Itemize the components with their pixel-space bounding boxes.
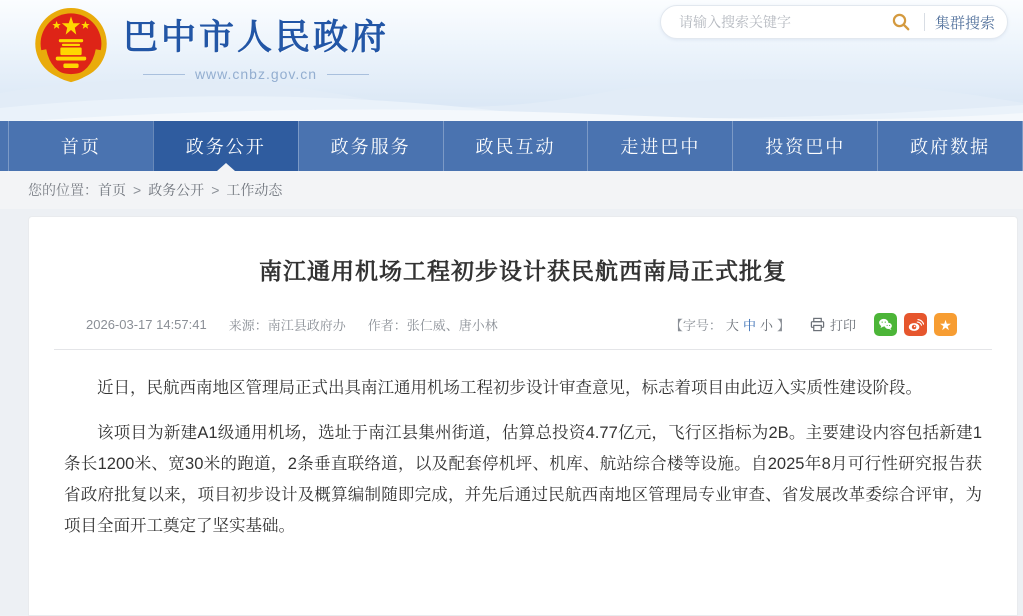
- breadcrumb-separator: >: [211, 182, 220, 198]
- favorite-star-icon[interactable]: ★: [934, 313, 957, 336]
- article-card: [28, 216, 1018, 616]
- font-size-open-bracket: 【字号：: [669, 318, 722, 333]
- font-size-widget: [668, 315, 792, 334]
- nav-item-label: 政务公开: [185, 137, 266, 157]
- article-author: 作者：张仁威、唐小林: [367, 318, 498, 333]
- nav-item-gov-affairs[interactable]: [153, 121, 298, 171]
- page-background: [0, 209, 1023, 553]
- article-body: [29, 350, 1017, 542]
- search-icon[interactable]: [888, 9, 914, 35]
- site-url: www.cnbz.gov.cn: [123, 66, 389, 82]
- font-size-medium-button[interactable]: 中: [742, 318, 756, 333]
- cluster-search-button[interactable]: 集群搜索: [934, 14, 995, 32]
- nav-item-invest-bazhong[interactable]: 投资巴中: [732, 121, 877, 171]
- nav-item-gov-data[interactable]: 政府数据: [877, 121, 1023, 171]
- article-source: 来源：南江县政府办: [228, 318, 346, 333]
- nav-item-about-bazhong[interactable]: 走进巴中: [587, 121, 732, 171]
- nav-item-home[interactable]: 首页: [8, 121, 153, 171]
- print-label: 打印: [829, 318, 856, 333]
- article-meta-row: [29, 313, 1017, 336]
- breadcrumb-link-home[interactable]: 首页: [98, 182, 126, 198]
- font-size-close-bracket: 】: [776, 318, 790, 333]
- article-paragraph: 该项目为新建A1级通用机场，选址于南江县集州街道，估算总投资4.77亿元，飞行区指标为2B。主要建设内容包括新建1条长1200米、宽30米的跑道，2条垂直联络道，以及配套停机坪、机库、航站综合楼等设施。自2025年8月可行性研究报告获省政府批复以来，项目初步设计及概算编制随即完成，并先后通过民航西南地区管理局专业审查、省发展改革委综合评审，为项目全面开工奠定了坚实基础。: [64, 424, 982, 535]
- nav-item-interaction[interactable]: 政民互动: [443, 121, 588, 171]
- print-button[interactable]: [810, 315, 856, 334]
- breadcrumb: [0, 171, 1023, 209]
- breadcrumb-link-gov-affairs[interactable]: 政务公开: [148, 182, 205, 198]
- font-size-large-button[interactable]: 大: [725, 318, 739, 333]
- site-logo-link[interactable]: [33, 4, 389, 88]
- font-size-small-button[interactable]: 小: [759, 318, 773, 333]
- article-paragraph: 近日，民航西南地区管理局正式出具南江通用机场工程初步设计审查意见，标志着项目由此迈入实质性建设阶段。: [97, 379, 922, 397]
- article-meta-right: [668, 313, 957, 336]
- breadcrumb-link-work-news[interactable]: 工作动态: [226, 182, 283, 198]
- article-meta-left: [86, 315, 498, 334]
- article-title: 南江通用机场工程初步设计获民航西南局正式批复: [259, 258, 787, 284]
- printer-icon: [810, 317, 825, 332]
- national-emblem-icon: [33, 4, 109, 88]
- site-title: 巴中市人民政府: [123, 18, 390, 57]
- share-icons-group: [874, 313, 957, 336]
- search-bar: [660, 5, 1008, 39]
- main-navigation: [0, 121, 1023, 171]
- breadcrumb-separator: >: [133, 182, 142, 198]
- nav-item-gov-services[interactable]: 政务服务: [298, 121, 443, 171]
- article-datetime: 2026-03-17 14:57:41: [86, 317, 207, 332]
- wechat-share-icon[interactable]: [874, 313, 897, 336]
- weibo-share-icon[interactable]: [904, 313, 927, 336]
- search-divider: [924, 13, 925, 31]
- search-input[interactable]: [679, 14, 888, 30]
- breadcrumb-prefix: 您的位置：: [28, 182, 98, 198]
- site-header: [0, 0, 1023, 121]
- active-tab-caret-icon: [217, 163, 235, 171]
